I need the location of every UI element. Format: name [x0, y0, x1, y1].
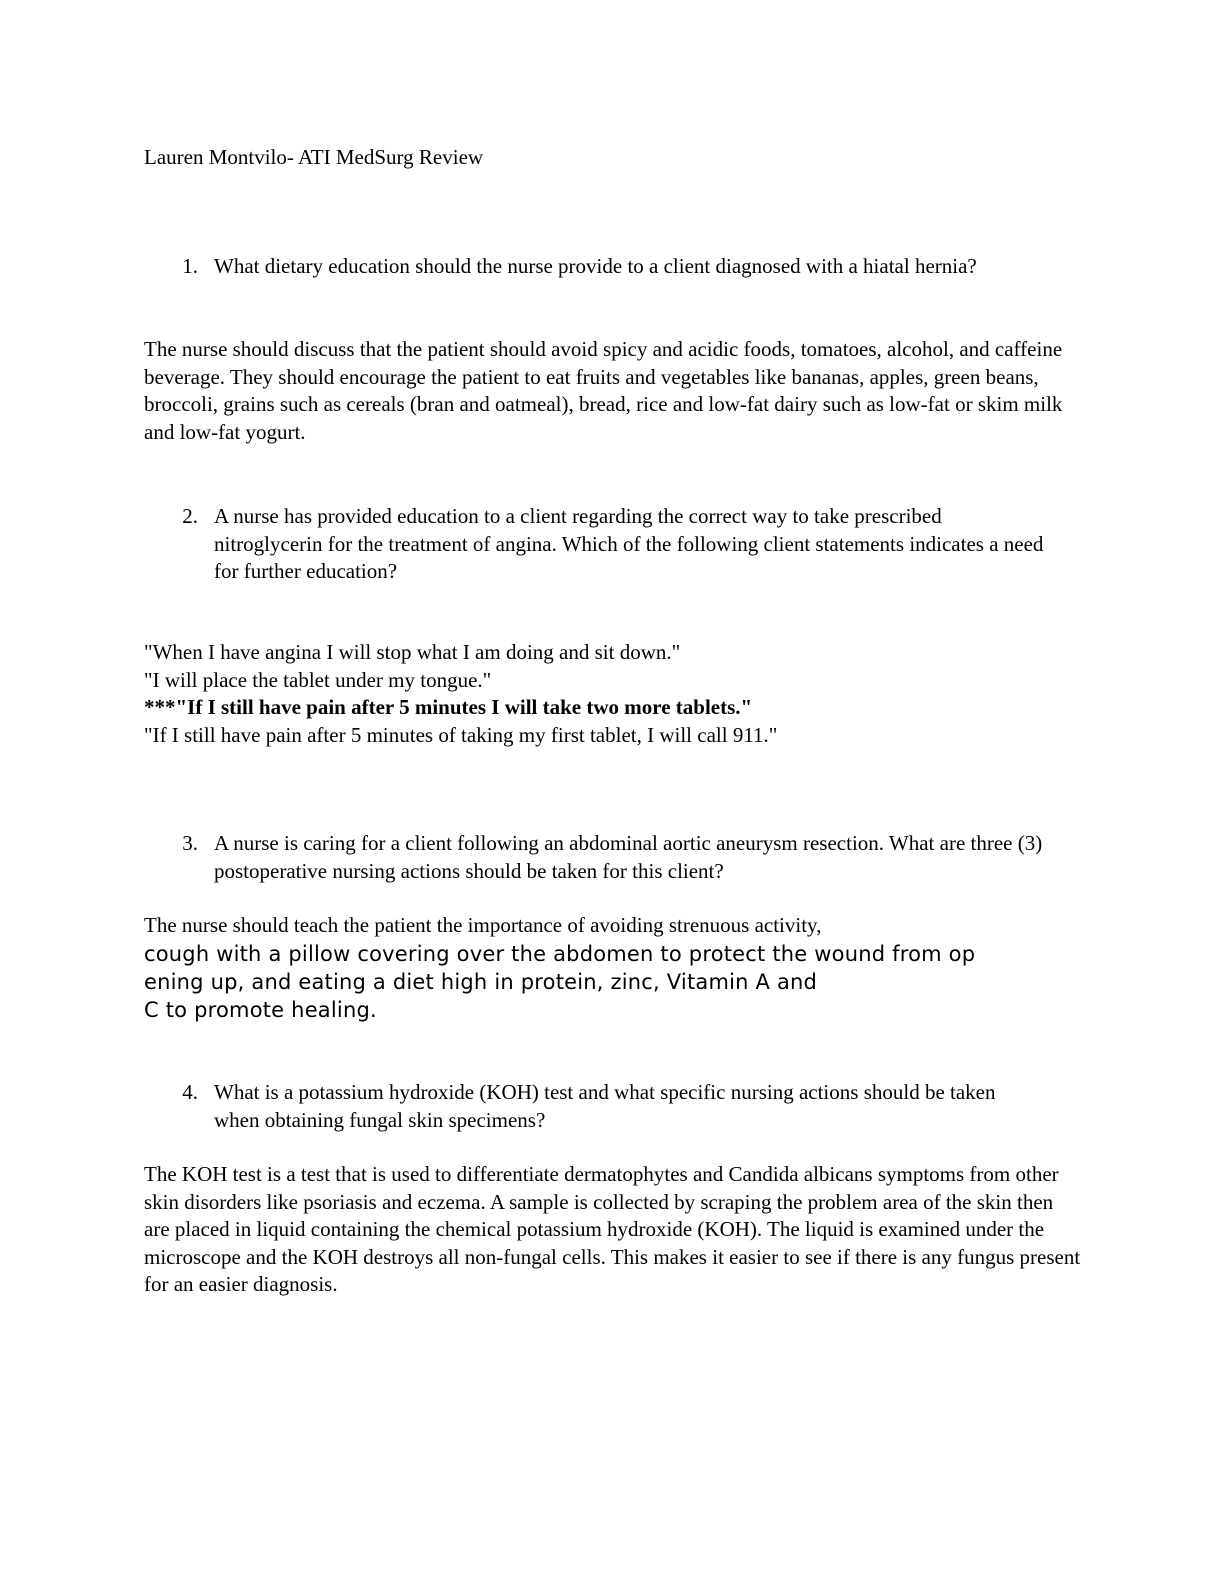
answer-text-sans — [144, 940, 1084, 1024]
question-text: A nurse has provided education to a client regarding the correct way to take prescribed nitroglycerin for the treatment of angina. Which of the following client statements indicates a need for further education? — [214, 504, 1044, 583]
answer-3 — [144, 912, 1084, 1024]
question-number: 1. — [182, 254, 198, 278]
question-1 — [144, 253, 1044, 281]
question-number: 4. — [182, 1080, 198, 1104]
answer-option: "If I still have pain after 5 minutes of taking my first tablet, I will call 911." — [144, 722, 778, 747]
document-title: Lauren Montvilo- ATI MedSurg Review — [144, 145, 484, 169]
answer-options-2 — [144, 639, 1084, 749]
answer-4: The KOH test is a test that is used to differentiate dermatophytes and Candida albicans symptoms from other skin disorders like psoriasis and eczema. A sample is collected by scraping the problem area of the skin then are placed in liquid containing the chemical potassium hydroxide (KOH). The liquid is examined under the microscope and the KOH destroys all non-fungal cells. This makes it easier to see if there is any fungus present for an easier diagnosis. — [144, 1162, 1081, 1296]
answer-option-correct: ***"If I still have pain after 5 minutes I will take two more tablets." — [144, 695, 753, 719]
question-number: 3. — [182, 831, 198, 855]
answer-line: cough with a pillow covering over the abdomen to protect the wound from op — [144, 941, 976, 966]
answer-text: The nurse should teach the patient the importance of avoiding strenuous activity, — [144, 913, 822, 937]
answer-option: "I will place the tablet under my tongue." — [144, 667, 492, 692]
question-2 — [144, 503, 1044, 586]
question-3 — [144, 830, 1044, 885]
question-text: A nurse is caring for a client following an abdominal aortic aneurysm resection. What are three (3) postoperative nursing actions should be taken for this client? — [214, 831, 1043, 883]
answer-option: "When I have angina I will stop what I am doing and sit down." — [144, 640, 681, 664]
question-4 — [144, 1079, 1044, 1134]
answer-1: The nurse should discuss that the patient should avoid spicy and acidic foods, tomatoes, alcohol, and caffeine beverage. They should encourage the patient to eat fruits and vegetables like bananas, apples, green beans, broccoli, grains such as cereals (bran and oatmeal), bread, rice and low-fat dairy such as low-fat or skim milk and low-fat yogurt. — [144, 337, 1063, 444]
question-text: What dietary education should the nurse provide to a client diagnosed with a hiatal hernia? — [214, 254, 977, 278]
question-text: What is a potassium hydroxide (KOH) test and what specific nursing actions should be taken when obtaining fungal skin specimens? — [214, 1080, 996, 1132]
answer-line: C to promote healing. — [144, 997, 377, 1022]
answer-line: ening up, and eating a diet high in protein, zinc, Vitamin A and — [144, 969, 818, 994]
question-number: 2. — [182, 504, 198, 528]
